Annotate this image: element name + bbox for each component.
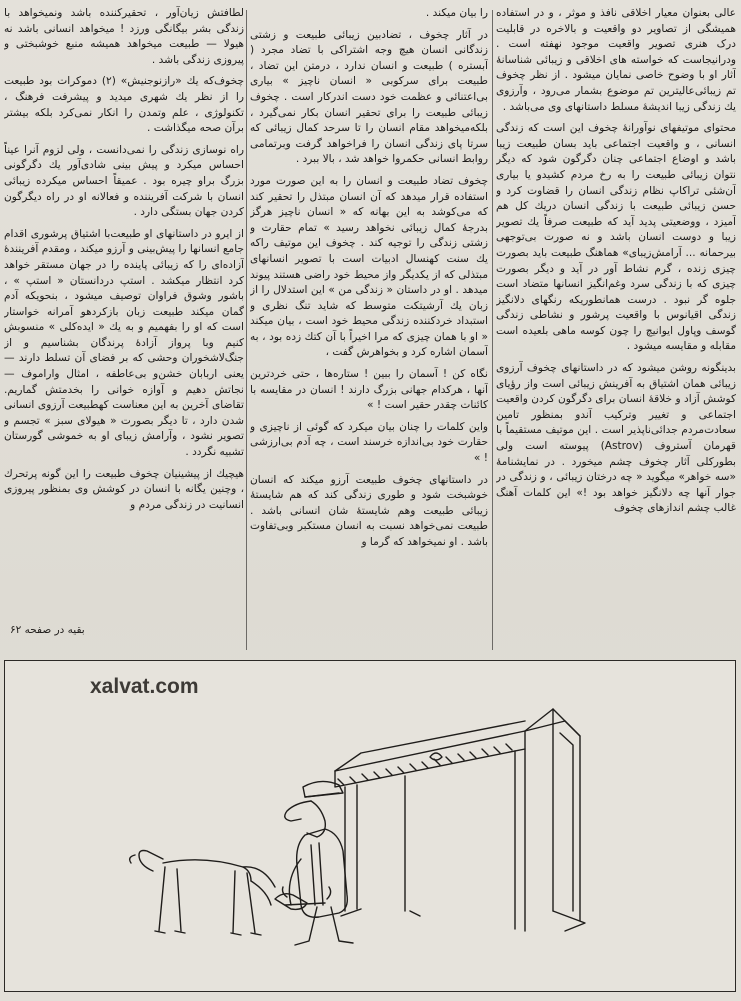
watermark-text: xalvat.com — [90, 675, 199, 698]
paragraph: هیچیك از پیشینیان چخوف طبیعت را این گونه پرتحرك ، وچنین یگانه با انسان در کوشش وی بمنظور پیروزی انسانیت در زندگی مردم و — [4, 467, 244, 511]
paragraph: از ایرو در داستانهای او طبیعت‌با اشتیاق پرشوری اقدام جامع انسانها را پیش‌بینی و آرزو میکند ، ومقدم آفرینندهٔ آزاده‌ای را که زیبائی پاینده را در جهان مستقر خواهد کرد انتظار میکشد . استپ دردانستان « استپ » ، باشور وشوق فراوان توصیف میشود ، بنحویکه آدم گمان میکند طبیعت زبان بازکردهو آمرانه خواستار است که او را بفهمیم و به يك « ایده‌کلی » منسوبش کنیم وبا پرواز آزادهٔ پرندگان بشناسیم و از جنگ‌لاشخوران وحشی که بر فضای آن تسلط دارند — یعنی اربابان خشن‌و بی‌عاطفه ، امثال واراموف — نجاتش دهیم و آوازه خوانی را بخدمتش گماریم. تقاضای آخرین به این معناست کهطبیعت آرزوی انسانی شدن دارد ، تا دیگر بصورت « هیولای سبز » تجسم و تصویر نشود ، وآرامش زیبای او به خموشی گورستان تشبیه نگردد . — [4, 227, 244, 459]
paragraph: بدینگونه روشن میشود که در داستانهای چخوف آرزوی زیبائی همان اشتیاق به آفرینش زیبائی است واز رؤیای کوشش آزاد و خلاقهٔ انسان برای دگرگون کردن واقعیت اجتماعی و تغییر وترکیب آندو بمنظور تامین سعادت‌مردم جدائی‌ناپذیر است . این موتیف مستقیماً با قهرمان آستروف (Astrov) پیوسته است ولی بطورکلی آثار چخوف چشم میخورد . در نمایشنامهٔ «سه خواهر» میگوید « چه درختان زیبائی ، و زندگی در جوار آنها چه دلانگیز خواهد بود !» این کلمات آهنگ غالب چشم اندازهای چخوف — [496, 362, 736, 515]
cartoon-drawing — [5, 661, 735, 991]
paragraph: در آثار چخوف ، تضادبین زیبائی طبیعت و زشتی زندگانی انسان هیچ وجه اشتراکی با تضاد مجرد ( آبستره ) طبیعت و انسان ندارد ، درمتن این تضاد ، طبیعت برای سرکوبی « انسان ناچیز » بیاری بی‌اعتنائی و عظمت خود دست اندرکار است . چخوف زیبائی طبیعت را برای تحقیر انسان بکار نمی‌گیرد ، بلکه‌میخواهد مقام انسان را تا سرحد کمال زیبائی که سرتا پای زندگی انسان را فراخواهد گرفت وبرتمامی روابط انسانی حکمروا خواهد شد ، بالا ببرد . — [250, 28, 488, 166]
cartoon-illustration — [4, 660, 736, 992]
column-divider — [492, 10, 493, 650]
column-divider — [246, 10, 247, 650]
dog-figure — [130, 851, 275, 936]
paragraph: محتوای موتیفهای نوآورانهٔ چخوف این است که زندگی انسانی ، و واقعیت اجتماعی باید بسان طبیعت زیبا باشد و اوضاع اجتماعی چنان دگرگون شود که دیگر نتوان زیبائی طبیعت را به رخ مردم کشیدو یا بیاری آن‌شئی تراکاپ نظام زندگی انسان را قضاوت کرد و حسن زیبائی طبیعت با زندگی انسان دریك کل هم آمیزد ، ووضعیتی پدید آید که طبیعت صرفاً يك تصویر زیبا و دوست انسان باشد و نه صورت بی‌توجهی بیرحمانه ... آرامش‌زیبای» هماهنگ طبیعت باید بصورت چیزی زنده ، گرم نشاط آور در آید و دیگر بصورت چیزی که با زندگی سرد وغم‌انگیز انسانها متضاد است جلوه گر نبود . درست همانطوریکه رنگهای دلانگیز زندگی اقیانوس با واقعیت پرشور و نشاطی زندگی گوسف وپاول ایوانیچ را چون کوسه ماهی بلعیده است مقابله و مقایسه میشود . — [496, 122, 736, 353]
article-column-right — [496, 6, 736, 651]
paragraph: راه نوسازی زندگی را نمی‌دانست ، ولی لزوم آنرا عیناً احساس میکرد و پیش بینی شادی‌آور يك دگرگونی بزرگ براو چیره بود . عمیقاً احساس میکرده زیبائی انسان با شرکت آفریننده و فعالانه او در راه دیگرگون کردن جهان بستگی دارد . — [4, 143, 244, 219]
paragraph: عالی بعنوان معیار اخلاقی نافذ و موثر ، و در استفاده همیشگی از تصاویر دو واقعیت و بالاخره در قابلیت درک هنری تصویر واقعیت موجود نهفته است . ودرانیجاست که خواسته های اخلاقی و زیبائی شناسانهٔ آثار او با وضوح خاصی نمایان میشود . از نظر چخوف تم زیبائی‌عالیترین تم موضوع بشمار می‌رود ، وآرزوی یك زندگی زیبا اندیشهٔ مسلط داستانهای وی می‌باشد . — [496, 7, 736, 113]
paragraph: لطافتش زیان‌آور ، تحقیرکننده باشد ونمیخواهد با زندگی بشر بیگانگی ورزد ! میخواهد انسانی باشد نه هیولا — طبیعت میخواهد همیشه منبع خوشبختی و پیروزی زندگی باشد . — [4, 7, 244, 66]
paragraph: چخوف‌که يك «رازنوجنیش» (۲) دموکرات بود طبیعت را از نظر يك شهری میدید و پیشرفت فرهنگ ، تکنولوژی ، علم وتمدن را انکار نمی‌کرد بلکه بیشتر برآن صحه میگذاشت . — [4, 75, 244, 135]
paragraph: در داستانهای چخوف طبیعت آرزو میکند که انسان خوشبخت شود و طوری زندگی کند که هم شایستهٔ زیبائی طبیعت وهم شایستهٔ شان انسانی باشد . طبیعت نمی‌خواهد نسبت به انسان مستکبر وبی‌تفاوت باشد . او نمیخواهد که گرما و — [250, 473, 488, 548]
continued-on-page-note: بقیه در صفحه ۶۲ — [10, 624, 85, 636]
paragraph: را بیان میکند . — [425, 7, 488, 19]
doorman-figure — [275, 781, 353, 945]
article-column-left — [4, 6, 244, 616]
canopy-awning — [335, 709, 585, 931]
article-column-middle — [250, 6, 488, 651]
paragraph: واین کلمات را چنان بیان میکرد که گوئی از ناچیزی و حقارت خود بی‌اندازه خرسند است ، چه آدم بی‌ارزشی ! » — [250, 420, 488, 465]
paragraph: چخوف تضاد طبیعت و انسان را به این صورت مورد استفاده قرار میدهد که آن انسان مبتذل را تحقیر کند که می‌کوشد به این بهانه که « انسان ناچیز هرگز بدرجهٔ کمال زیبائی نخواهد رسید » تمام حقارت و زشتی زندگی را توجیه کند . چخوف این موتیف راکه يك سنت کهنسال ادبیات است با تصویر انسانهای مبتذلی که از یکدیگر واز محیط خود راضی هستند پیوند میدهد . او در داستان « زندگی من » این استدلال را از زبان يك آرشیتکت متوسط که شاید تنگ نظری و استبداد خردکننده زندگی محیط خود است ، بیان میکند « او با همان چیزی که مرا اخیراً با آن کتك زده بود ، به آسمان اشاره کرد و بخواهرش گفت ، — [250, 174, 488, 359]
paragraph: نگاه کن ! آسمان را ببین ! ستاره‌ها ، حتی خردترین آنها ، هرکدام جهانی بزرگ دارند ! انسان در مقایسه با کائنات چقدر حقیر است ! » — [250, 368, 488, 412]
